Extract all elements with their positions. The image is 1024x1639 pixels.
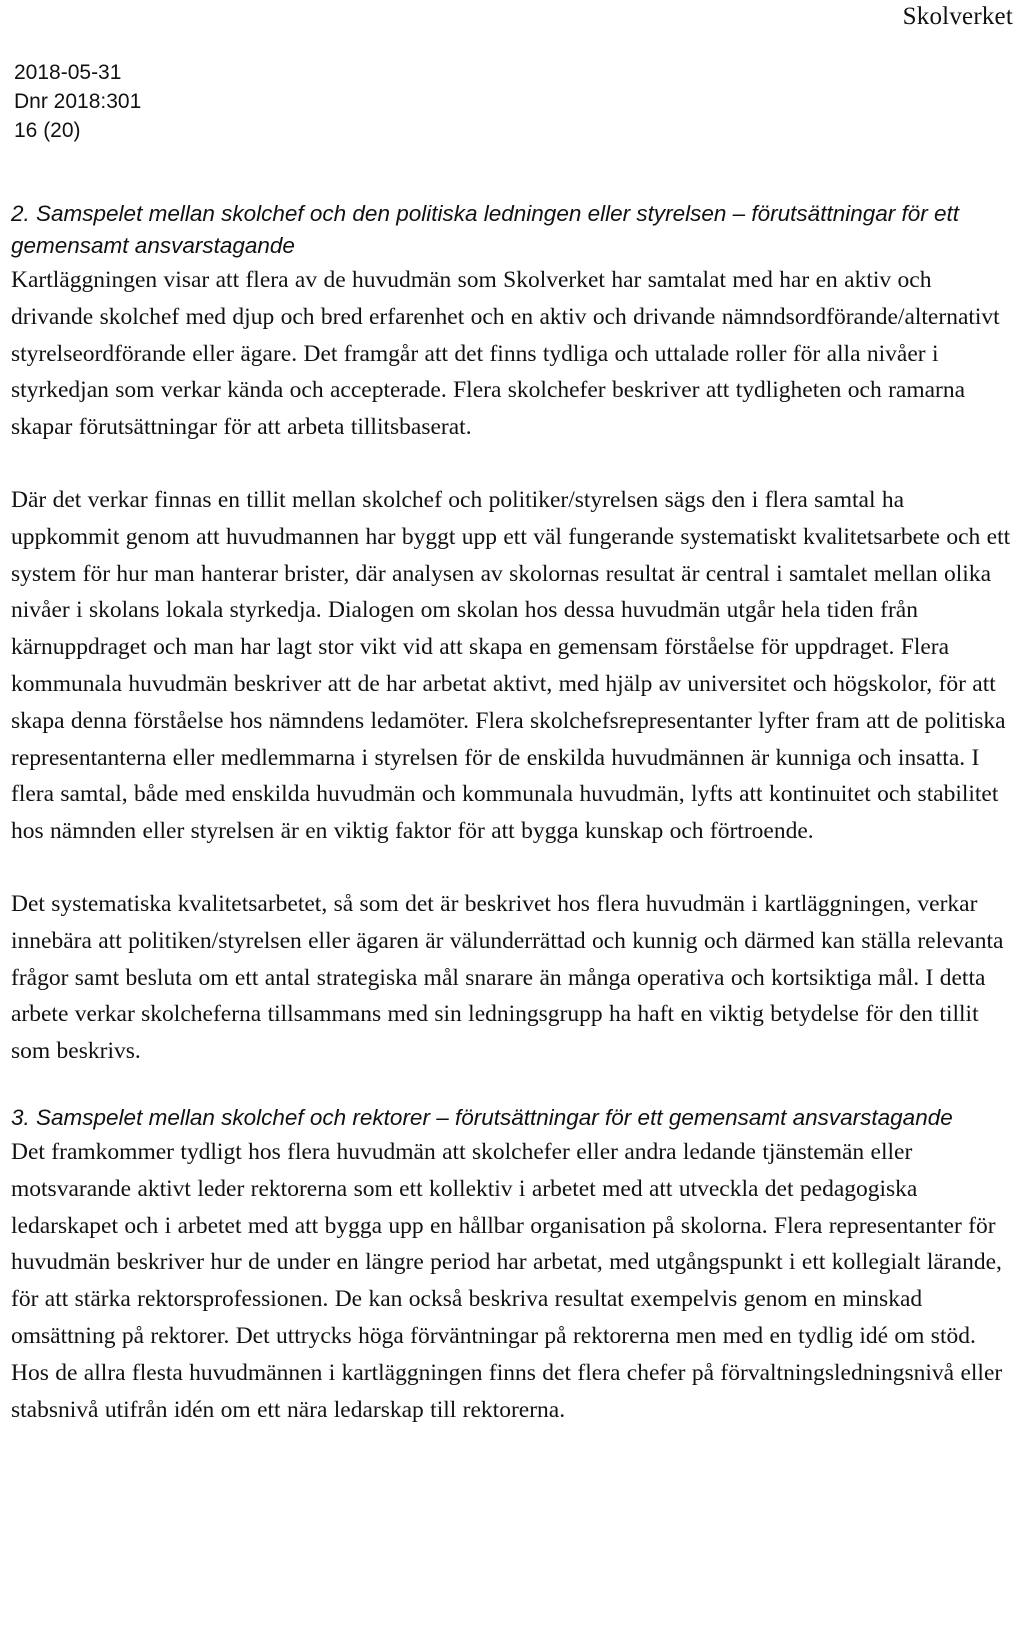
paragraph: Där det verkar finnas en tillit mellan skolchef och politiker/styrelsen sägs den i flera samtal ha uppkommit genom att huvudmannen har byggt upp ett väl fungerande systematiskt kvalitetsarbete och ett system för hur man hanterar brister, där analysen av skolornas resultat är central i samtalet mellan olika nivåer i skolans lokala styrkedja. Dialogen om skolan hos dessa huvudmän utgår hela tiden från kärnuppdraget och man har lagt stor vikt vid att skapa en gemensam förståelse för uppdraget. Flera kommunala huvudmän beskriver att de har arbetat aktivt, med hjälp av universitet och högskolor, för att skapa denna förståelse hos nämndens ledamöter. Flera skolchefsrepresentanter lyfter fram att de politiska representanterna eller medlemmarna i styrelsen för de enskilda huvudmännen är kunniga och insatta. I flera samtal, både med enskilda huvudmän och kommunala huvudmän, lyfts att kontinuitet och stabilitet hos nämnden eller styrelsen är en viktig faktor för att bygga kunskap och förtroende. [11, 486, 1011, 845]
page-number: 16 (20) [14, 119, 81, 142]
paragraph: Det framkommer tydligt hos flera huvudmän att skolchefer eller andra ledande tjänstemän eller motsvarande aktivt leder rektorerna som ett kollektiv i arbetet med att utveckla det pedagogiska ledarskapet och i arbetet med att bygga upp en hållbar organisation på skolorna. Flera representanter för huvudmän beskriver hur de under en längre period har arbetat, med utgångspunkt i ett kollegialt lärande, för att stärka rektorsprofessionen. De kan också beskriva resultat exempelvis genom en minskad omsättning på rektorer. Det uttrycks höga förväntningar på rektorerna men med en tydlig idé om stöd. Hos de allra flesta huvudmännen i kartläggningen finns det flera chefer på förvaltningsledningsnivå eller stabsnivå utifrån idén om ett nära ledarskap till rektorerna. [11, 1138, 1003, 1423]
document-body [11, 198, 1011, 1428]
document-date: 2018-05-31 [14, 61, 122, 84]
paragraph: Kartläggningen visar att flera av de huvudmän som Skolverket har samtalat med har en aktiv och drivande skolchef med djup och bred erfarenhet och en aktiv och drivande nämndsordförande/alternativt styrelseordförande eller ägare. Det framgår att det finns tydliga och uttalade roller för alla nivåer i styrkedjan som verkar kända och accepterade. Flera skolchefer beskriver att tydligheten och ramarna skapar förutsättningar för att arbeta tillitsbaserat. [11, 267, 1000, 441]
document-dnr: Dnr 2018:301 [14, 90, 142, 113]
brand-name: Skolverket [902, 3, 1013, 30]
paragraph: Det systematiska kvalitetsarbetet, så som det är beskrivet hos flera huvudmän i kartläggningen, verkar innebära att politiken/styrelsen eller ägaren är välunderrättad och kunnig och därmed kan ställa relevanta frågor samt besluta om ett antal strategiska mål snarare än många operativa och kortsiktiga mål. I detta arbete verkar skolcheferna tillsammans med sin ledningsgrupp ha haft en viktig betydelse för den tillit som beskrivs. [11, 890, 1004, 1065]
section-heading: 3. Samspelet mellan skolchef och rektorer – förutsättningar för ett gemensamt ansvarstagande [11, 1104, 953, 1130]
section-2 [11, 198, 1011, 1070]
section-3 [11, 1102, 1011, 1428]
section-heading: 2. Samspelet mellan skolchef och den politiska ledningen eller styrelsen – förutsättningar för ett gemensamt ansvarstagande [11, 201, 960, 258]
document-meta [14, 58, 141, 145]
